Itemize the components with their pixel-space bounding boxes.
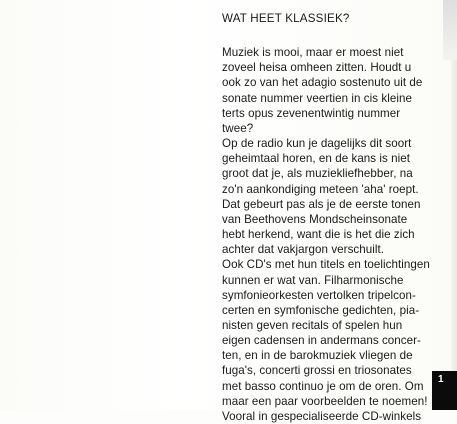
body-line: met basso continuo je om de oren. Om [222, 379, 424, 393]
article-column [222, 11, 447, 424]
body-line: symfonieorkesten vertolken tripelcon- [222, 288, 416, 302]
body-line: geheimtaal horen, en de kans is niet [222, 152, 411, 166]
body-line: twee? [222, 121, 254, 135]
body-line: kunnen er wat van. Filharmonische [222, 273, 404, 287]
body-line: ten, en in de barokmuziek vliegen de [222, 349, 413, 363]
body-line: fuga's, concerti grossi en triosonates [222, 364, 412, 378]
body-line: zo'n aankondiging meteen 'aha' roept. [222, 182, 419, 196]
body-line: Muziek is mooi, maar er moest niet [222, 46, 404, 60]
article-body [222, 45, 447, 424]
body-line: van Beethovens Mondscheinsonate [222, 212, 408, 226]
body-line: eigen cadensen in andermans concer- [222, 334, 421, 348]
body-line: hebt herkend, want die is het die zich [222, 228, 415, 242]
body-line: ook zo van het adagio sostenuto uit de [222, 76, 423, 90]
body-line: terts opus zevenentwintig nummer [222, 106, 401, 120]
article-title: WAT HEET KLASSIEK? [222, 12, 350, 25]
body-line: achter dat vakjargon verschuilt. [222, 243, 385, 257]
page-edge [451, 0, 457, 410]
body-line: Op de radio kun je dagelijks dit soort [222, 137, 412, 151]
page-number-tab [432, 371, 457, 410]
body-line: Vooral in gespecialiseerde CD-winkels [222, 409, 422, 423]
body-line: sonate nummer veertien in cis kleine [222, 91, 412, 105]
body-line: groot dat je, als muziekliefhebber, na [222, 167, 413, 181]
page-number: 1 [438, 374, 444, 385]
body-line: Dat gebeurt pas als je de eerste tonen [222, 197, 421, 211]
body-line: zoveel heisa omheen zitten. Houdt u [222, 61, 412, 75]
body-line: certen en symfonische gedichten, pia- [222, 303, 420, 317]
body-line: nisten geven recitals of spelen hun [222, 318, 403, 332]
body-line: Ook CD's met hun titels en toelichtingen [222, 258, 430, 272]
body-line: maar een paar voorbeelden te noemen! [222, 394, 428, 408]
